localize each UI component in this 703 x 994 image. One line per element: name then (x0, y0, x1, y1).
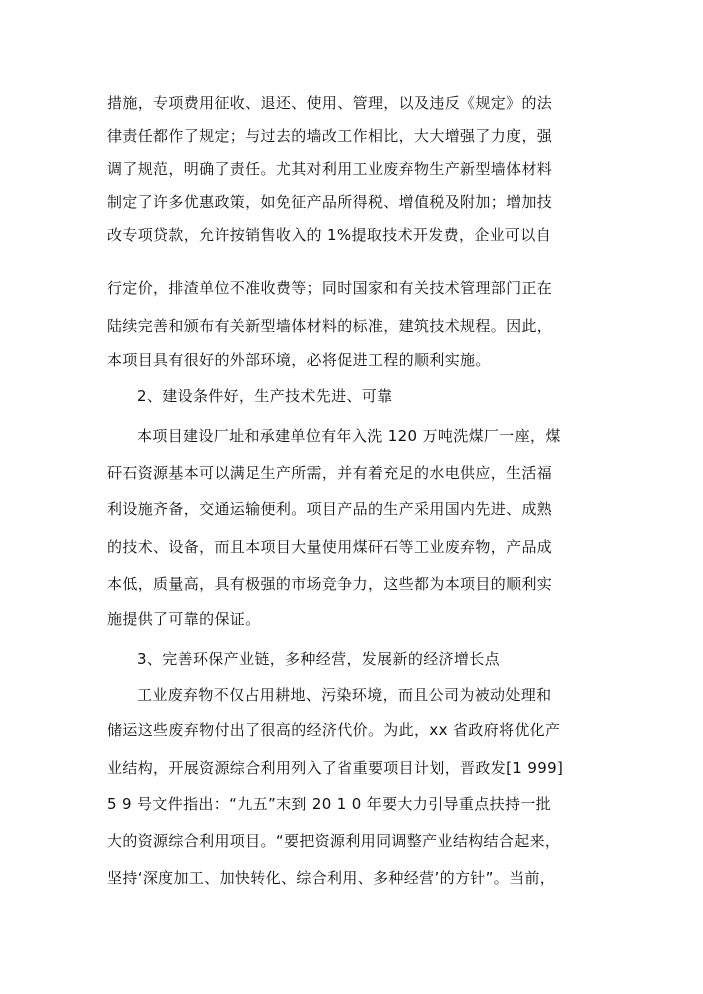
text-line: 本项目具有很好的外部环境，必将促进工程的顺利实施。 (107, 351, 491, 369)
text-line: 利设施齐备，交通运输便利。项目产品的生产采用国内先进、成熟 (107, 500, 553, 518)
text-line: 制定了许多优惠政策，如免征产品所得税、增值税及附加；增加技 (107, 193, 553, 211)
text-line: 施提供了可靠的保证。 (107, 610, 261, 628)
text-line: 改专项贷款，允许按销售收入的 1%提取技术开发费，企业可以自 (107, 226, 552, 244)
text-line: 的技术、设备，而且本项目大量使用煤矸石等工业废弃物，产品成 (107, 538, 553, 556)
text-line: 措施，专项费用征收、退还、使用、管理，以及违反《规定》的法 (107, 94, 553, 112)
text-line: 业结构，开展资源综合利用列入了省重要项目计划，晋政发[1 999] (107, 759, 564, 777)
text-line: 矸石资源基本可以满足生产所需，并有着充足的水电供应，生活福 (107, 464, 553, 482)
text-line: 工业废弃物不仅占用耕地、污染环境，而且公司为被动处理和 (137, 686, 552, 704)
text-line: 行定价，排渣单位不准收费等；同时国家和有关技术管理部门正在 (107, 279, 553, 297)
text-line: 大的资源综合利用项目。“要把资源利用同调整产业结构结合起来， (107, 832, 561, 850)
text-line: 陆续完善和颁布有关新型墙体材料的标准，建筑技术规程。因此， (107, 317, 553, 335)
text-line: 本项目建设厂址和承建单位有年入洗 120 万吨洗煤厂一座，煤 (137, 427, 561, 445)
section-heading: 2、建设条件好，生产技术先进、可靠 (137, 387, 393, 405)
text-line: 5 9 号文件指出：“九五”末到 20 1 0 年要大力引导重点扶持一批 (107, 795, 552, 813)
text-line: 律责任都作了规定；与过去的墙改工作相比，大大增强了力度，强 (107, 127, 553, 145)
text-line: 坚持‘深度加工、加快转化、综合利用、多种经营’的方针”。当前， (107, 869, 556, 887)
text-line: 调了规范，明确了责任。尤其对利用工业废弃物生产新型墙体材料 (107, 160, 553, 178)
text-line: 本低，质量高，具有极强的市场竞争力，这些都为本项目的顺利实 (107, 575, 553, 593)
text-line: 储运这些废弃物付出了很高的经济代价。为此，xx 省政府将优化产 (107, 721, 561, 739)
section-heading: 3、完善环保产业链，多种经营，发展新的经济增长点 (137, 650, 500, 668)
